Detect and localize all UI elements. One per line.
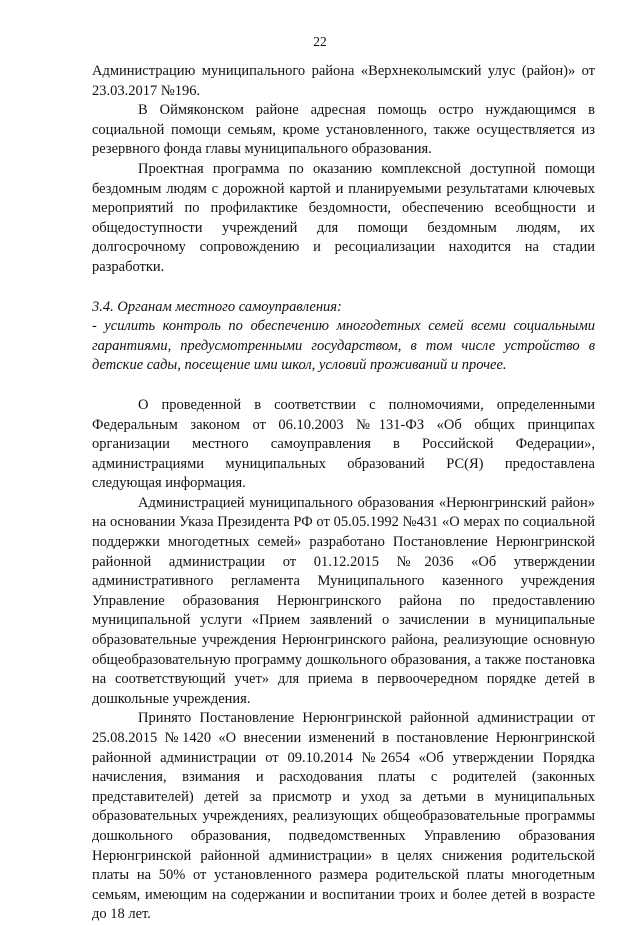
page-number: 22 xyxy=(313,34,327,49)
paragraph-2: В Оймяконском районе адресная помощь остро нуждающимся в социальной помощи семьям, кроме установленного, также осуществляется из резервного фонда главы муниципального образования. xyxy=(92,102,595,158)
document-body xyxy=(92,62,595,925)
paragraph-4: О проведенной в соответствии с полномочиями, определенными Федеральным законом от 06.10.2003 №131-ФЗ «Об общих принципах организации местного самоуправления в Российской Федерации», администрациями муниципальных образований РС(Я) предоставлена следующая информация. xyxy=(92,396,595,492)
paragraph-6: Принято Постановление Нерюнгринской районной администрации от 25.08.2015 №1420 «О внесении изменений в постановление Нерюнгринской районной администрации от 09.10.2014 №2654 «Об утверждении Порядка начисления, взимания и расходования платы с родителей (законных представителей) детей за присмотр и уход за детьми в муниципальных образовательных учреждениях, реализующих общеобразовательные программы дошкольного образования, подведомственных Управлению образования Нерюнгринской районной администрации» в целях снижения родительской платы на 50% от установленного размера родительской платы многодетным семьям, имеющим на содержании и воспитании троих и более детей в возрасте до 18 лет. xyxy=(92,710,595,923)
paragraph-1: Администрацию муниципального района «Верхнеколымский улус (район)» от 23.03.2017 №196. xyxy=(92,63,595,99)
paragraph-3: Проектная программа по оказанию комплексной доступной помощи бездомным людям с дорожной картой и планируемыми результатами ключевых мероприятий по профилактике бездомности, обеспечению всеобщности и общедоступности учреждений для помощи бездомным людям, их долгосрочному сопровождению и ресоциализации находится на стадии разработки. xyxy=(92,160,595,275)
section-3-4 xyxy=(92,298,595,376)
section-text: - усилить контроль по обеспечению многодетных семей всеми социальными гарантиями, предусмотренными государством, в том числе устройство в детские сады, посещение ими школ, условий проживаний и прочее. xyxy=(92,318,595,374)
paragraph-5: Администрацией муниципального образования «Нерюнгринский район» на основании Указа Президента РФ от 05.05.1992 №431 «О мерах по социальной поддержки многодетных семей» разработано Постановление Нерюнгринской районной администрации от 01.12.2015 №2036 «Об утверждении административного регламента Муниципального казенного учреждения Управление образования Нерюнгринского района по предоставлению муниципальной услуги «Прием заявлений о зачислении в муниципальные образовательные учреждения Нерюнгринского района, реализующие основную общеобразовательную программу дошкольного образования, а также постановка на соответствующий учет» для приема в первоочередном порядке детей в дошкольные учреждения. xyxy=(92,494,595,707)
section-heading: 3.4. Органам местного самоуправления: xyxy=(92,298,342,315)
